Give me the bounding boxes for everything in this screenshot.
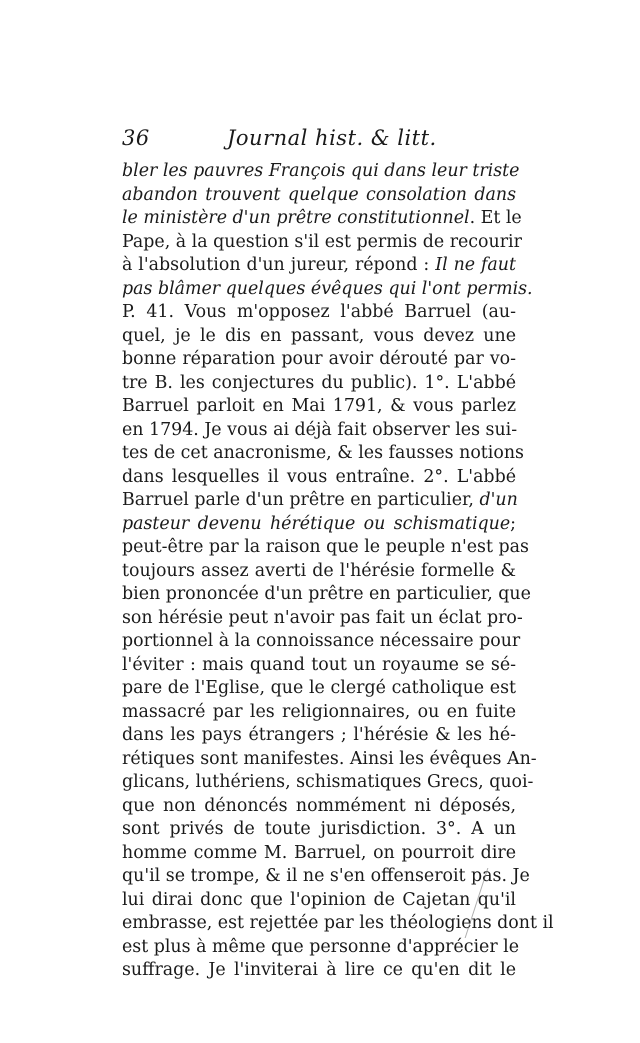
text-line [122, 842, 516, 866]
text-segment: Barruel parloit en Mai 1791, & vous parlez [122, 396, 516, 416]
page-number: 36 [122, 126, 150, 150]
text-segment: dans les pays étrangers ; l'hérésie & les hé- [122, 725, 516, 745]
text-segment: ; [510, 513, 516, 534]
text-line [122, 583, 531, 607]
text-segment: portionnel à la connoissance nécessaire pour [122, 631, 521, 651]
text-segment: embrasse, est rejettée par les théologiens dont il [122, 913, 554, 933]
text-segment: P. 41. Vous m'opposez l'abbé Barruel (au- [122, 302, 516, 322]
text-line [122, 489, 516, 513]
text-segment: tes de cet anacronisme, & les fausses notions [122, 443, 524, 463]
text-segment: toujours assez averti de l'hérésie formelle & [122, 560, 516, 581]
text-segment: quel, je le dis en passant, vous devez une [122, 325, 516, 346]
text-segment: l'éviter : mais quand tout un royaume se sé- [122, 654, 516, 675]
text-line [122, 560, 516, 584]
text-line [122, 677, 516, 701]
text-segment: que non dénoncés nommément ni déposés, [122, 795, 516, 816]
text-segment: Barruel parle d'un prêtre en particulier, [122, 490, 480, 510]
text-line [122, 372, 516, 396]
text-line [122, 959, 516, 983]
italic-text-segment: pas blâmer quelques évêques qui l'ont permis. [122, 278, 533, 299]
text-line [122, 325, 516, 349]
text-line [122, 536, 529, 560]
text-segment: tre B. les conjectures du public). 1°. L'abbé [122, 372, 516, 393]
text-segment: Pape, à la question s'il est permis de recourir [122, 231, 522, 252]
text-line [122, 254, 516, 278]
text-segment: en 1794. Je vous ai déjà fait observer les sui- [122, 419, 518, 440]
italic-text-segment: bler les pauvres François qui dans leur triste [122, 161, 520, 181]
text-line [122, 654, 516, 678]
text-segment: pare de l'Eglise, que le clergé catholique est [122, 678, 516, 698]
text-segment: homme comme M. Barruel, on pourroit dire [122, 842, 516, 863]
text-line [122, 724, 516, 748]
text-line [122, 419, 516, 443]
text-segment: son hérésie peut n'avoir pas fait un éclat pro- [122, 607, 523, 628]
italic-text-segment: pasteur devenu hérétique ou schismatique [122, 513, 511, 534]
page-header [122, 126, 516, 156]
italic-text-segment: abandon trouvent quelque consolation dans [122, 184, 516, 205]
text-segment: . Et le [469, 208, 522, 228]
text-line [122, 160, 520, 184]
text-segment: massacré par les religionnaires, ou en fuite [122, 701, 516, 722]
text-segment: sont privés de toute jurisdiction. 3°. A un [122, 819, 516, 839]
text-segment: à l'absolution d'un jureur, répond : [122, 255, 436, 275]
text-line [122, 818, 516, 842]
text-line [122, 889, 516, 913]
text-segment: bonne réparation pour avoir dérouté par vo- [122, 349, 516, 369]
text-segment: qu'il se trompe, & il ne s'en offenseroit pas. Je [122, 866, 530, 886]
text-segment: dans lesquelles il vous entraîne. 2°. L'abbé [122, 466, 516, 487]
text-segment: rétiques sont manifestes. Ainsi les évêques An- [122, 748, 537, 769]
text-segment: suffrage. Je l'inviterai à lire ce qu'en dit le [122, 960, 516, 980]
text-line [122, 748, 537, 772]
text-segment: bien prononcée d'un prêtre en particulier, que [122, 584, 531, 604]
text-line [122, 607, 523, 631]
text-segment: est plus à même que personne d'apprécier le [122, 936, 520, 957]
text-line [122, 395, 516, 419]
text-line [122, 513, 516, 537]
running-title: Journal hist. & litt. [227, 126, 437, 150]
italic-text-segment: d'un [479, 490, 518, 510]
text-line [122, 701, 516, 725]
text-line [122, 278, 533, 302]
italic-text-segment: Il ne faut [435, 255, 516, 275]
body-text [122, 160, 554, 983]
text-line [122, 630, 521, 654]
text-segment: glicans, luthériens, schismatiques Grecs, quoi- [122, 772, 534, 792]
text-line [122, 771, 534, 795]
text-line [122, 466, 516, 490]
text-line [122, 442, 524, 466]
text-line [122, 231, 522, 255]
text-line [122, 207, 522, 231]
text-line [122, 184, 516, 208]
text-line [122, 865, 530, 889]
text-line [122, 348, 516, 372]
italic-text-segment: le ministère d'un prêtre constitutionnel [122, 208, 470, 228]
text-segment: peut-être par la raison que le peuple n'est pas [122, 537, 529, 557]
text-line [122, 936, 520, 960]
text-line [122, 795, 516, 819]
text-segment: lui dirai donc que l'opinion de Cajetan qu'il [122, 889, 516, 910]
text-line [122, 301, 516, 325]
